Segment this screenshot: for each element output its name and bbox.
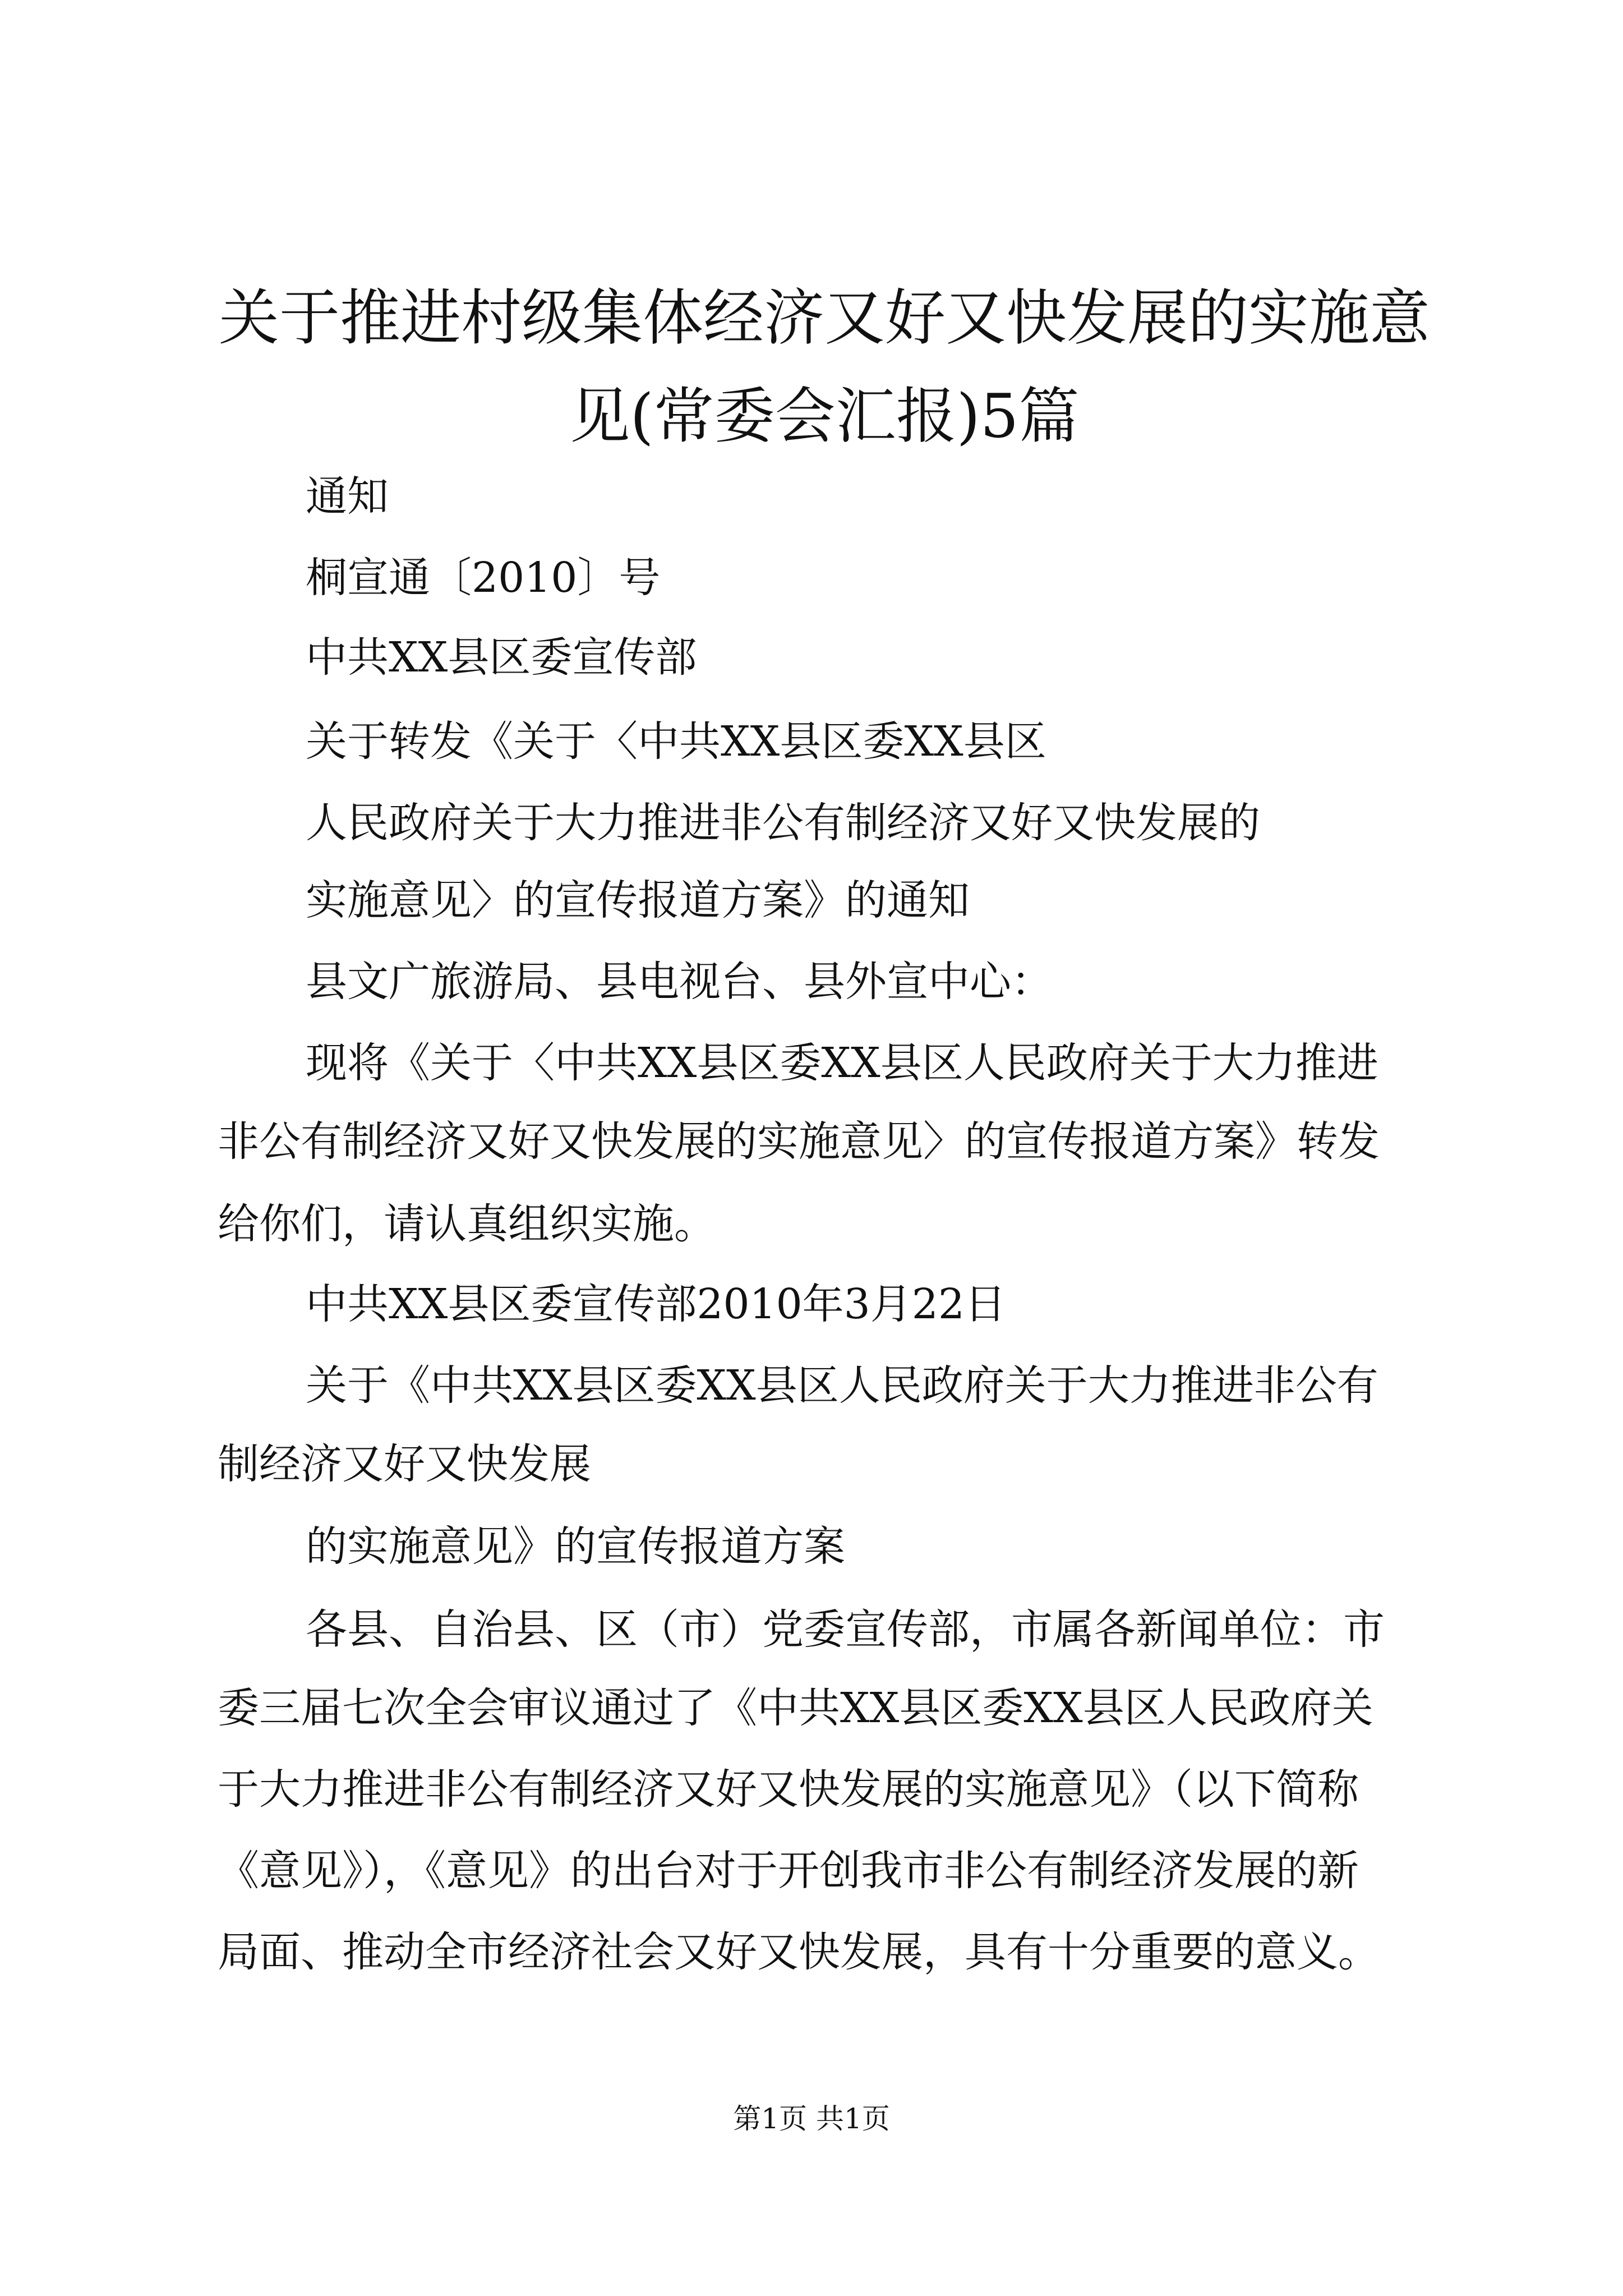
document-number: 桐宣通〔2010〕号 [306,554,661,602]
plan-title-line-2: 制经济又好又快发展 [218,1440,591,1488]
document-title [213,269,1436,466]
subject-line-1: 关于转发《关于〈中共XX县区委XX县区 [306,717,1046,766]
page-footer: 第1页 共1页 [733,2102,890,2135]
body-paragraph-2-line-1: 各县、自治县、区（市）党委宣传部，市属各新闻单位：市 [306,1605,1385,1654]
subject-line-3: 实施意见〉的宣传报道方案》的通知 [306,876,970,924]
signature-date-line: 中共XX县区委宣传部2010年3月22日 [306,1280,1006,1328]
body-paragraph-2-line-5: 局面、推动全市经济社会又好又快发展，具有十分重要的意义。 [218,1928,1380,1976]
body-paragraph-1-line-1: 现将《关于〈中共XX县区委XX县区人民政府关于大力推进 [306,1039,1378,1087]
subject-line-2: 人民政府关于大力推进非公有制经济又好又快发展的 [306,799,1260,847]
plan-title-line-1: 关于《中共XX县区委XX县区人民政府关于大力推进非公有 [306,1361,1378,1410]
title-line-1: 关于推进村级集体经济又好又快发展的实施意 [218,283,1430,353]
body-paragraph-2-line-2: 委三届七次全会审议通过了《中共XX县区委XX县区人民政府关 [218,1684,1373,1732]
title-line-2: 见(常委会汇报)5篇 [569,381,1080,452]
body-paragraph-2-line-4: 《意见》），《意见》的出台对于开创我市非公有制经济发展的新 [218,1847,1359,1895]
body-paragraph-2-line-3: 于大力推进非公有制经济又好又快发展的实施意见》（以下简称 [218,1765,1359,1814]
body-paragraph-1-line-3: 给你们，请认真组织实施。 [218,1200,716,1248]
plan-title-line-3: 的实施意见》的宣传报道方案 [306,1522,845,1571]
issuer-line: 中共XX县区委宣传部 [306,633,697,682]
body-paragraph-1-line-2: 非公有制经济又好又快发展的实施意见〉的宣传报道方案》转发 [218,1117,1380,1166]
recipients-line: 县文广旅游局、县电视台、县外宣中心： [306,958,1053,1006]
notice-label: 通知 [306,472,389,521]
